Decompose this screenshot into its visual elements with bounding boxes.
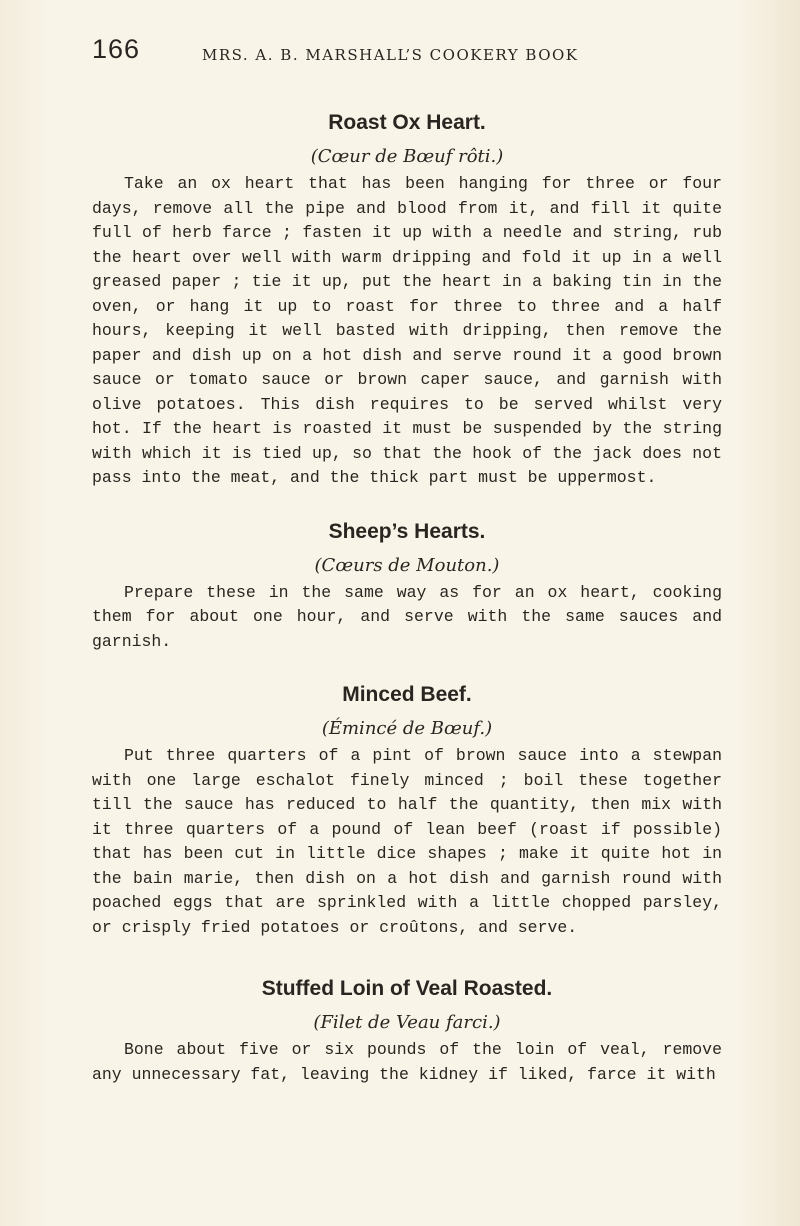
running-head: MRS. A. B. MARSHALL’S COOKERY BOOK bbox=[202, 46, 579, 64]
recipe-title: Roast Ox Heart. bbox=[328, 111, 486, 134]
page-header bbox=[92, 34, 722, 74]
recipe-roast-ox-heart bbox=[92, 108, 722, 491]
recipe-subtitle: (Cœurs de Mouton.) bbox=[314, 554, 500, 576]
recipe-subtitle: (Émincé de Bœuf.) bbox=[321, 718, 493, 739]
recipe-minced-beef bbox=[92, 680, 722, 940]
recipe-subtitle: (Filet de Veau farci.) bbox=[313, 1012, 501, 1033]
recipe-body: Prepare these in the same way as for an ox heart, cooking them for about one hour, and serve with the same sauces and garnish. bbox=[92, 582, 722, 651]
recipe-title: Minced Beef. bbox=[342, 683, 472, 706]
recipe-sheeps-hearts bbox=[92, 517, 722, 655]
recipe-subtitle: (Cœur de Bœuf rôti.) bbox=[310, 146, 504, 167]
page-content bbox=[92, 108, 722, 1113]
recipe-title: Stuffed Loin of Veal Roasted. bbox=[261, 977, 553, 1000]
recipe-title: Sheep’s Hearts. bbox=[328, 519, 486, 543]
recipe-stuffed-loin-of-veal bbox=[92, 974, 722, 1087]
recipe-body: Put three quarters of a pint of brown sauce into a stewpan with one large eschalot finely minced ; boil these together till the sauce has reduced to half the quantity, then mix with it three quarters of a pound of lean beef (roast if possible) that has been cut in little dice shapes ; make it quite hot in the bain marie, then dish on a hot dish and garnish round with poached eggs that are sprinkled with a little chopped parsley, or crisply fried potatoes or croûtons, and serve. bbox=[92, 746, 722, 937]
recipe-body: Bone about five or six pounds of the loin of veal, remove any unnecessary fat, leaving the kidney if liked, farce it with bbox=[92, 1040, 722, 1084]
recipe-body: Take an ox heart that has been hanging for three or four days, remove all the pipe and blood from it, and fill it quite full of herb farce ; fasten it up with a needle and string, rub the heart over well with warm dripping and fold it up in a well greased paper ; tie it up, put the heart in a baking tin in the oven, or hang it up to roast for three to three and a half hours, keeping it well basted with dripping, then remove the paper and dish up on a hot dish and serve round it a good brown sauce or tomato sauce or brown caper sauce, and garnish with olive potatoes. This dish requires to be served whilst very hot. If the heart is roasted it must be suspended by the string with which it is tied up, so that the hook of the jack does not pass into the meat, and the thick part must be uppermost. bbox=[92, 174, 722, 487]
page-number: 166 bbox=[92, 34, 141, 64]
